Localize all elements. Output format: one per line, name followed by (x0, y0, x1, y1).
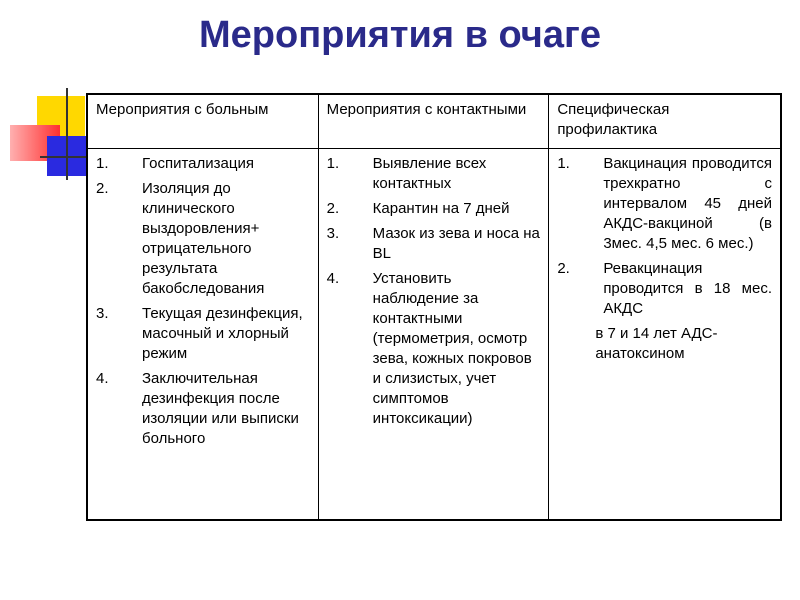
header-prophylaxis: Специфическая профилактика (549, 94, 781, 149)
measures-table (86, 93, 782, 521)
cell-prophylaxis (549, 149, 781, 521)
header-contacts: Мероприятия с контактными (318, 94, 549, 149)
list-item: 3. Мазок из зева и носа на BL (326, 225, 540, 262)
list-item: 4. Заключительная дезинфекция после изоляции или выписки больного (96, 370, 299, 447)
list-item: 2. Карантин на 7 дней (326, 200, 510, 217)
table-header-row (87, 94, 781, 149)
list-item: 3. Текущая дезинфекция, масочный и хлорный режим (96, 305, 303, 362)
list-item: 1. Вакцинация проводится трехкратно с интервалом 45 дней АКДС-вакциной (в 3мес. 4,5 мес. 6 мес.) (557, 155, 772, 252)
list-item: 1. Выявление всех контактных (326, 155, 487, 192)
header-patient: Мероприятия с больным (87, 94, 318, 149)
list-item: 2. Изоляция до клинического выздоровления+ отрицательного результата бакобследования (96, 180, 265, 297)
list-item: 4. Установить наблюдение за контактными (термометрия, осмотр зева, кожных покровов и слизистых, учет симптомов интоксикации) (326, 270, 532, 427)
list-item: 2. Ревакцинация проводится в 18 мес. АКДС (557, 260, 772, 317)
table-row (87, 149, 781, 521)
page-title: Мероприятия в очаге (199, 14, 601, 56)
decor-vertical-line (66, 88, 68, 180)
cell-contacts (318, 149, 549, 521)
cell-patient (87, 149, 318, 521)
list-item: 1. Госпитализация (96, 155, 254, 172)
revaccination-note: в 7 и 14 лет АДС-анатоксином (595, 325, 718, 362)
